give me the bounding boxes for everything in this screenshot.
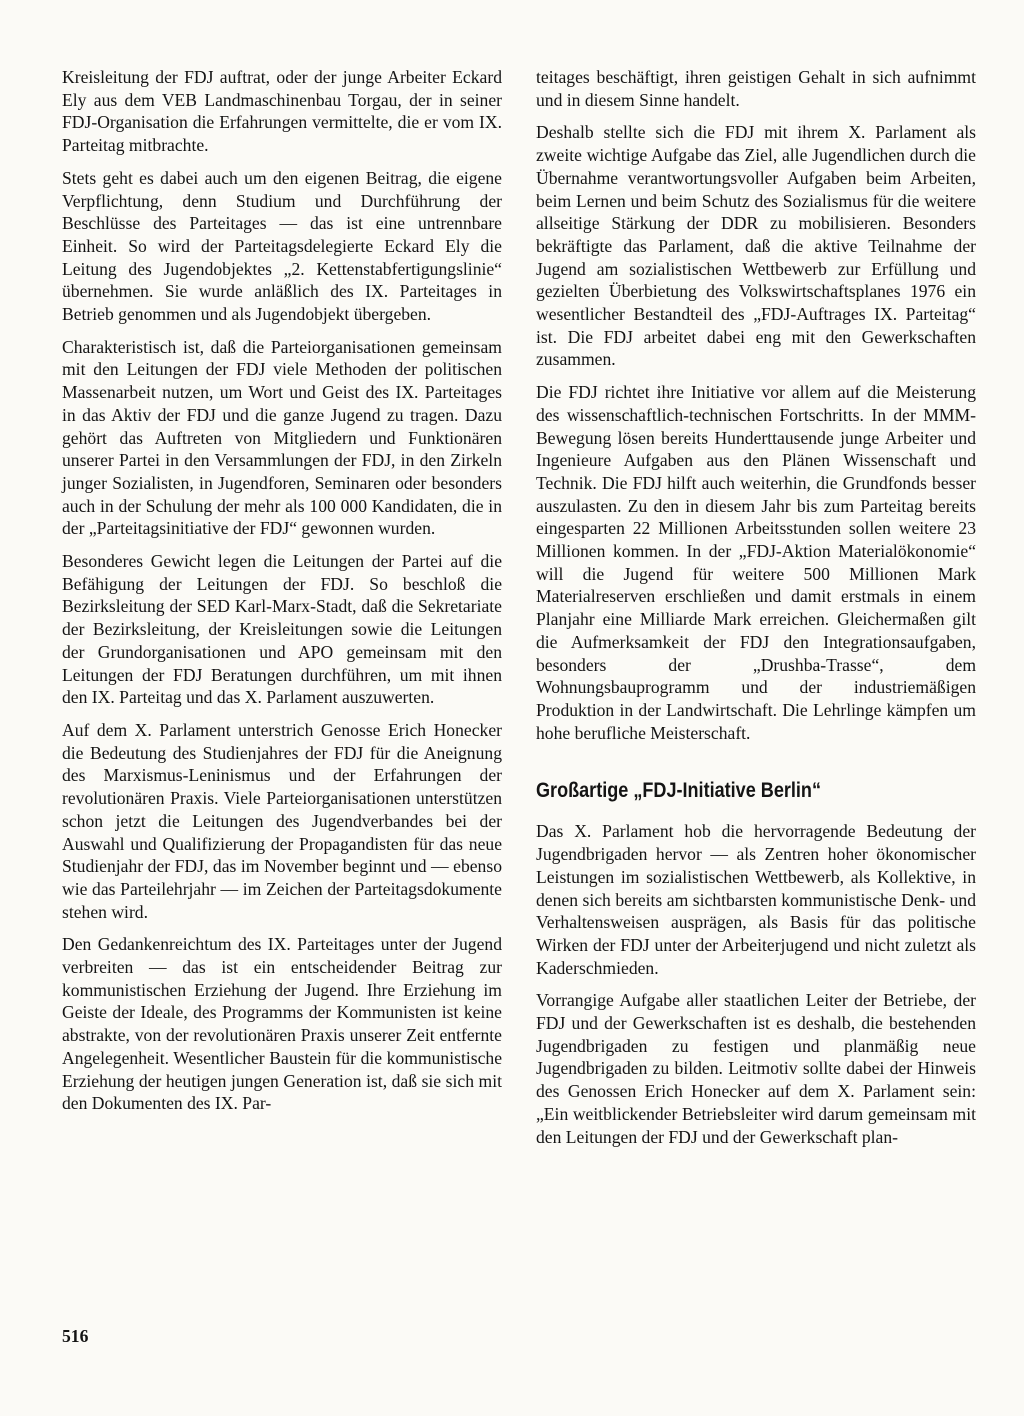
paragraph: Kreisleitung der FDJ auftrat, oder der junge Arbeiter Eckard Ely aus dem VEB Landmaschinenbau Torgau, der in seiner FDJ-Organisation die Erfahrungen vermittelte, die er vom IX. Parteitag mitbrachte. [62,67,502,156]
left-column [62,66,502,1125]
paragraph: Das X. Parlament hob die hervorragende Bedeutung der Jugendbrigaden hervor — als Zentren hoher ökonomischer Leistungen im sozialistischen Wettbewerb, als Kollektive, in denen sich bereits am sichtbarsten kommunistische Denk- und Verhaltensweisen ausprägen, als Basis für das politische Wirken der FDJ unter der Arbeiterjugend und nicht zuletzt als Kaderschmieden. [536,821,976,978]
paragraph: Besonderes Gewicht legen die Leitungen der Partei auf die Befähigung der Leitungen der FDJ. So beschloß die Bezirksleitung der SED Karl-Marx-Stadt, daß die Sekretariate der Bezirksleitung, der Kreisleitungen sowie die Leitungen der Grundorganisationen und APO gemeinsam mit den Leitungen der FDJ Beratungen durchführen, um mit ihnen den IX. Parteitag und das X. Parlament auszuwerten. [62,551,502,708]
paragraph: Den Gedankenreichtum des IX. Parteitages unter der Jugend verbreiten — das ist ein entscheidender Beitrag zur kommunistischen Erziehung der Jugend. Ihre Erziehung im Geiste der Ideale, des Programms der Kommunisten ist keine abstrakte, von der revolutionären Praxis unserer Zeit entfernte Angelegenheit. Wesentlicher Baustein für die kommunistische Erziehung der heutigen jungen Generation ist, daß sie sich mit den Dokumenten des IX. Par- [62,934,502,1114]
page-number: 516 [62,1326,89,1346]
right-column [536,66,976,1158]
paragraph: Die FDJ richtet ihre Initiative vor allem auf die Meisterung des wissenschaftlich-technischen Fortschritts. In der MMM-Bewegung lösen bereits Hunderttausende junge Arbeiter und Ingenieure Aufgaben aus den Plänen Wissenschaft und Technik. Die FDJ hilft auch weiterhin, die Grundfonds besser auszulasten. Zu den in diesem Jahr bis zum Parteitag bereits eingesparten 22 Millionen Arbeitsstunden sollen weitere 23 Millionen kommen. In der „FDJ-Aktion Materialökonomie“ will die Jugend für weitere 500 Millionen Mark Materialreserven erschließen und damit erstmals in einem Planjahr eine Milliarde Mark erreichen. Gleichermaßen gilt die Aufmerksamkeit der FDJ den Integrationsaufgaben, besonders der „Drushba-Trasse“, dem Wohnungsbauprogramm und der industriemäßigen Produktion in der Landwirtschaft. Die Lehrlinge kämpfen um hohe berufliche Meisterschaft. [536,382,976,743]
section-heading: Großartige „FDJ-Initiative Berlin“ [536,779,821,803]
paragraph: teitages beschäftigt, ihren geistigen Gehalt in sich aufnimmt und in diesem Sinne handelt. [536,67,976,110]
paragraph: Stets geht es dabei auch um den eigenen Beitrag, die eigene Verpflichtung, denn Studium und Durchführung der Beschlüsse des Parteitages — das ist eine untrennbare Einheit. So wird der Parteitagsdelegierte Eckard Ely die Leitung des Jugendobjektes „2. Kettenstabfertigungslinie“ übernehmen. Sie wurde anläßlich des IX. Parteitages in Betrieb genommen und als Jugendobjekt übergeben. [62,167,502,325]
paragraph: Charakteristisch ist, daß die Parteiorganisationen gemeinsam mit den Leitungen der FDJ viele Methoden der politischen Massenarbeit nutzen, um Wort und Geist des IX. Parteitages in das Aktiv der FDJ und die ganze Jugend zu tragen. Dazu gehört das Auftreten von Mitgliedern und Funktionären unserer Partei in den Versammlungen der FDJ, in den Zirkeln junger Sozialisten, in Jugendforen, Seminaren oder besonders auch in der Schulung der mehr als 100 000 Kandidaten, die in der „Parteitagsinitiative der FDJ“ gewonnen wurden. [62,336,502,539]
paragraph: Vorrangige Aufgabe aller staatlichen Leiter der Betriebe, der FDJ und der Gewerkschaften ist es deshalb, die bestehenden Jugendbrigaden zu festigen und planmäßig neue Jugendbrigaden zu bilden. Leitmotiv sollte dabei der Hinweis des Genossen Erich Honecker auf dem X. Parlament sein: „Ein weitblickender Betriebsleiter wird darum gemeinsam mit den Leitungen der FDJ und der Gewerkschaft plan- [536,990,976,1147]
paragraph: Auf dem X. Parlament unterstrich Genosse Erich Honecker die Bedeutung des Studienjahres der FDJ für die Aneignung des Marxismus-Leninismus und der Erfahrungen der revolutionären Praxis. Viele Parteiorganisationen unterstützen schon jetzt die Leitungen des Jugendverbandes bei der Auswahl und Qualifizierung der Propagandisten für das neue Studienjahr der FDJ, das im November beginnt und — ebenso wie das Parteilehrjahr — im Zeichen der Parteitagsdokumente stehen wird. [62,719,502,922]
paragraph: Deshalb stellte sich die FDJ mit ihrem X. Parlament als zweite wichtige Aufgabe das Ziel, alle Jugendlichen durch die Übernahme verantwortungsvoller Aufgaben beim Arbeiten, beim Lernen und beim Schutz des Sozialismus für die weitere allseitige Stärkung der DDR zu mobilisieren. Besonders bekräftigte das Parlament, daß die aktive Teilnahme der Jugend am sozialistischen Wettbewerb zur Erfüllung und gezielten Überbietung des Volkswirtschaftsplanes 1976 ein wesentlicher Bestandteil des „FDJ-Auftrages IX. Parteitag“ ist. Die FDJ arbeitet dabei eng mit den Gewerkschaften zusammen. [536,122,976,370]
